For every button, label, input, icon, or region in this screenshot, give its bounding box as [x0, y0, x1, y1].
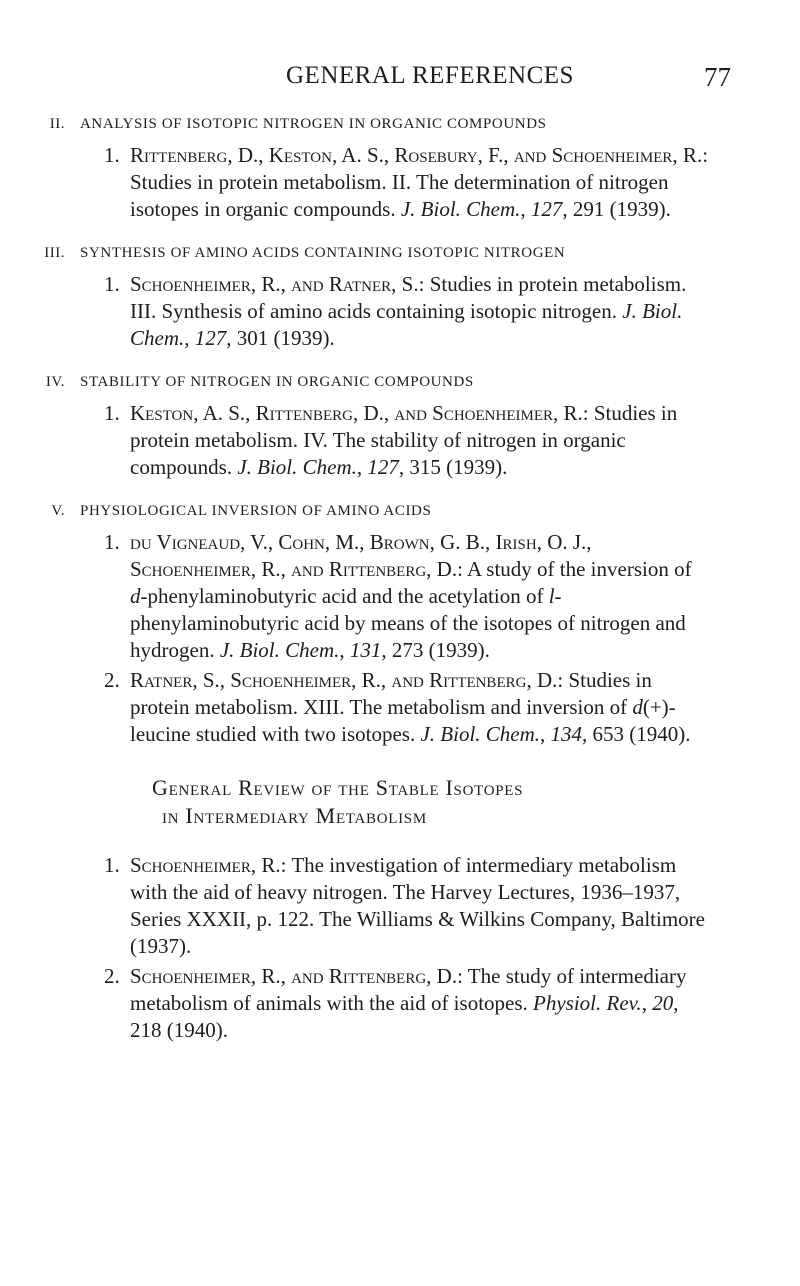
- entry-number: 1.: [104, 272, 120, 296]
- section-heading: [0, 112, 800, 142]
- section-title: STABILITY OF NITROGEN IN ORGANIC COMPOUNDS: [80, 374, 474, 390]
- page-number: 77: [704, 62, 731, 92]
- reference-entry: 1. Schoenheimer, R., and Ratner, S.: Studies in protein metabolism. III. Synthesis of amino acids containing isotopic nitrogen. J. Biol. Chem., 127, 301 (1939).: [104, 272, 687, 350]
- entry-number: 2.: [104, 668, 120, 692]
- reference-entry: 1. du Vigneaud, V., Cohn, M., Brown, G. B., Irish, O. J., Schoenheimer, R., and Rittenberg, D.: A study of the inversion of d-phenylaminobutyric acid and the acetylation of l-phenylaminobutyric acid by means of the isotopes of nitrogen and hydrogen. J. Biol. Chem., 131, 273 (1939).: [104, 530, 692, 662]
- entry-number: 2.: [104, 964, 120, 988]
- review-heading: [0, 774, 800, 830]
- entry-volume: 127: [194, 326, 227, 350]
- entry-volume: 127: [367, 455, 399, 479]
- entry-pages-year: , 273 (1939).: [381, 638, 490, 662]
- entry-number: 1.: [104, 143, 120, 167]
- reference-entry: 1. Keston, A. S., Rittenberg, D., and Schoenheimer, R.: Studies in protein metabolism. IV. The stability of nitrogen in organic compounds. J. Biol. Chem., 127, 315 (1939).: [104, 401, 678, 479]
- section-number: V.: [51, 503, 65, 519]
- entry-authors: du Vigneaud, V., Cohn, M., Brown, G. B., Irish, O. J., Schoenheimer, R., and Rittenberg, D.: [130, 530, 592, 581]
- entry-journal: Physiol. Rev.: [533, 991, 642, 1015]
- section-ii: [0, 112, 800, 223]
- section-number: II.: [49, 116, 65, 132]
- review-heading-line1: General Review of the Stable Isotopes: [152, 775, 524, 800]
- general-review-section: [0, 774, 800, 1044]
- entry-title-part: (+)-leucine studied with two isotopes.: [130, 695, 676, 746]
- references-list: [0, 112, 800, 1047]
- entry-journal: J. Biol. Chem.: [219, 638, 340, 662]
- reference-entry: 2. Ratner, S., Schoenheimer, R., and Rittenberg, D.: Studies in protein metabolism. XIII. The metabolism and inversion of d(+)-leucine studied with two isotopes. J. Biol. Chem., 134, 653 (1940).: [104, 668, 691, 746]
- entry-volume: 127: [530, 197, 563, 221]
- section-number: III.: [44, 245, 65, 261]
- running-title: GENERAL REFERENCES: [286, 62, 574, 89]
- entry-title-italic: d: [130, 584, 141, 608]
- entry-pages-year: , 291 (1939).: [562, 197, 671, 221]
- section-heading: [0, 499, 800, 529]
- entry-pages-year: , 301 (1939).: [226, 326, 335, 350]
- entry-authors: Schoenheimer, R., and Ratner, S.: [130, 272, 419, 296]
- section-v: [0, 499, 800, 748]
- section-title: ANALYSIS OF ISOTOPIC NITROGEN IN ORGANIC COMPOUNDS: [80, 116, 547, 132]
- reference-entry: [0, 852, 714, 960]
- entry-title-part: : A study of the inversion of: [457, 557, 692, 581]
- entry-volume: 134: [550, 722, 583, 746]
- entry-number: 1.: [104, 401, 120, 425]
- entry-pages-year: , 218 (1940).: [130, 991, 679, 1042]
- entry-volume: 20: [652, 991, 674, 1015]
- entry-journal: J. Biol. Chem.: [400, 197, 521, 221]
- entry-title-part: -phenylaminobutyric acid and the acetylation of: [140, 584, 549, 608]
- entry-authors: Rittenberg, D., Keston, A. S., Rosebury, F., and Schoenheimer, R.: [130, 143, 703, 167]
- section-title: SYNTHESIS OF AMINO ACIDS CONTAINING ISOTOPIC NITROGEN: [80, 245, 566, 261]
- entry-authors: Keston, A. S., Rittenberg, D., and Schoenheimer, R.: [130, 401, 583, 425]
- entry-title: : The investigation of intermediary metabolism with the aid of heavy nitrogen. The Harvey Lectures, 1936–1937, Series XXXII, p. 122. The Williams & Wilkins Company, Baltimore (1937).: [130, 853, 705, 958]
- running-header: [0, 62, 800, 102]
- entry-title-part: : Studies in protein metabolism. XIII. The metabolism and inversion of: [130, 668, 652, 719]
- review-heading-line2: in Intermediary Metabolism: [162, 803, 427, 828]
- entry-title: : The study of intermediary metabolism of animals with the aid of isotopes.: [130, 964, 687, 1015]
- entry-journal: J. Biol. Chem.: [237, 455, 357, 479]
- reference-entry: 1. Rittenberg, D., Keston, A. S., Rosebury, F., and Schoenheimer, R.: Studies in protein metabolism. II. The determination of nitrogen isotopes in organic compounds. J. Biol. Chem., 127, 291 (1939).: [104, 143, 709, 221]
- entry-pages-year: , 315 (1939).: [398, 455, 508, 479]
- entry-number: 1.: [104, 530, 120, 554]
- entry-title: : Studies in protein metabolism. II. The determination of nitrogen isotopes in organic compounds.: [130, 143, 709, 221]
- entry-authors: Schoenheimer, R.: [130, 853, 281, 877]
- section-title: PHYSIOLOGICAL INVERSION OF AMINO ACIDS: [80, 503, 432, 519]
- entry-title-part: -phenylaminobutyric acid by means of the isotopes of nitrogen and hydrogen.: [130, 584, 686, 662]
- entry-title: : Studies in protein metabolism. IV. The stability of nitrogen in organic compounds.: [130, 401, 678, 479]
- entry-number: 1.: [104, 853, 120, 877]
- section-iv: [0, 370, 800, 481]
- entry-authors: Ratner, S., Schoenheimer, R., and Rittenberg, D.: [130, 668, 558, 692]
- entry-title-italic: d: [632, 695, 643, 719]
- entry-title-italic: l: [548, 584, 555, 608]
- entry-authors: Schoenheimer, R., and Rittenberg, D.: [130, 964, 458, 988]
- entry-journal: J. Biol. Chem.: [130, 299, 683, 350]
- section-heading: [0, 370, 800, 400]
- section-iii: [0, 241, 800, 352]
- section-heading: [0, 241, 800, 271]
- entry-volume: 131: [349, 638, 382, 662]
- reference-entry: 2. Schoenheimer, R., and Rittenberg, D.: The study of intermediary metabolism of animals with the aid of isotopes. Physiol. Rev., 20, 218 (1940).: [104, 964, 687, 1042]
- section-number: IV.: [45, 374, 65, 390]
- entry-journal: J. Biol. Chem.: [420, 722, 541, 746]
- entry-pages-year: , 653 (1940).: [582, 722, 691, 746]
- entry-title: : Studies in protein metabolism. III. Synthesis of amino acids containing isotopic nitrogen.: [130, 272, 687, 323]
